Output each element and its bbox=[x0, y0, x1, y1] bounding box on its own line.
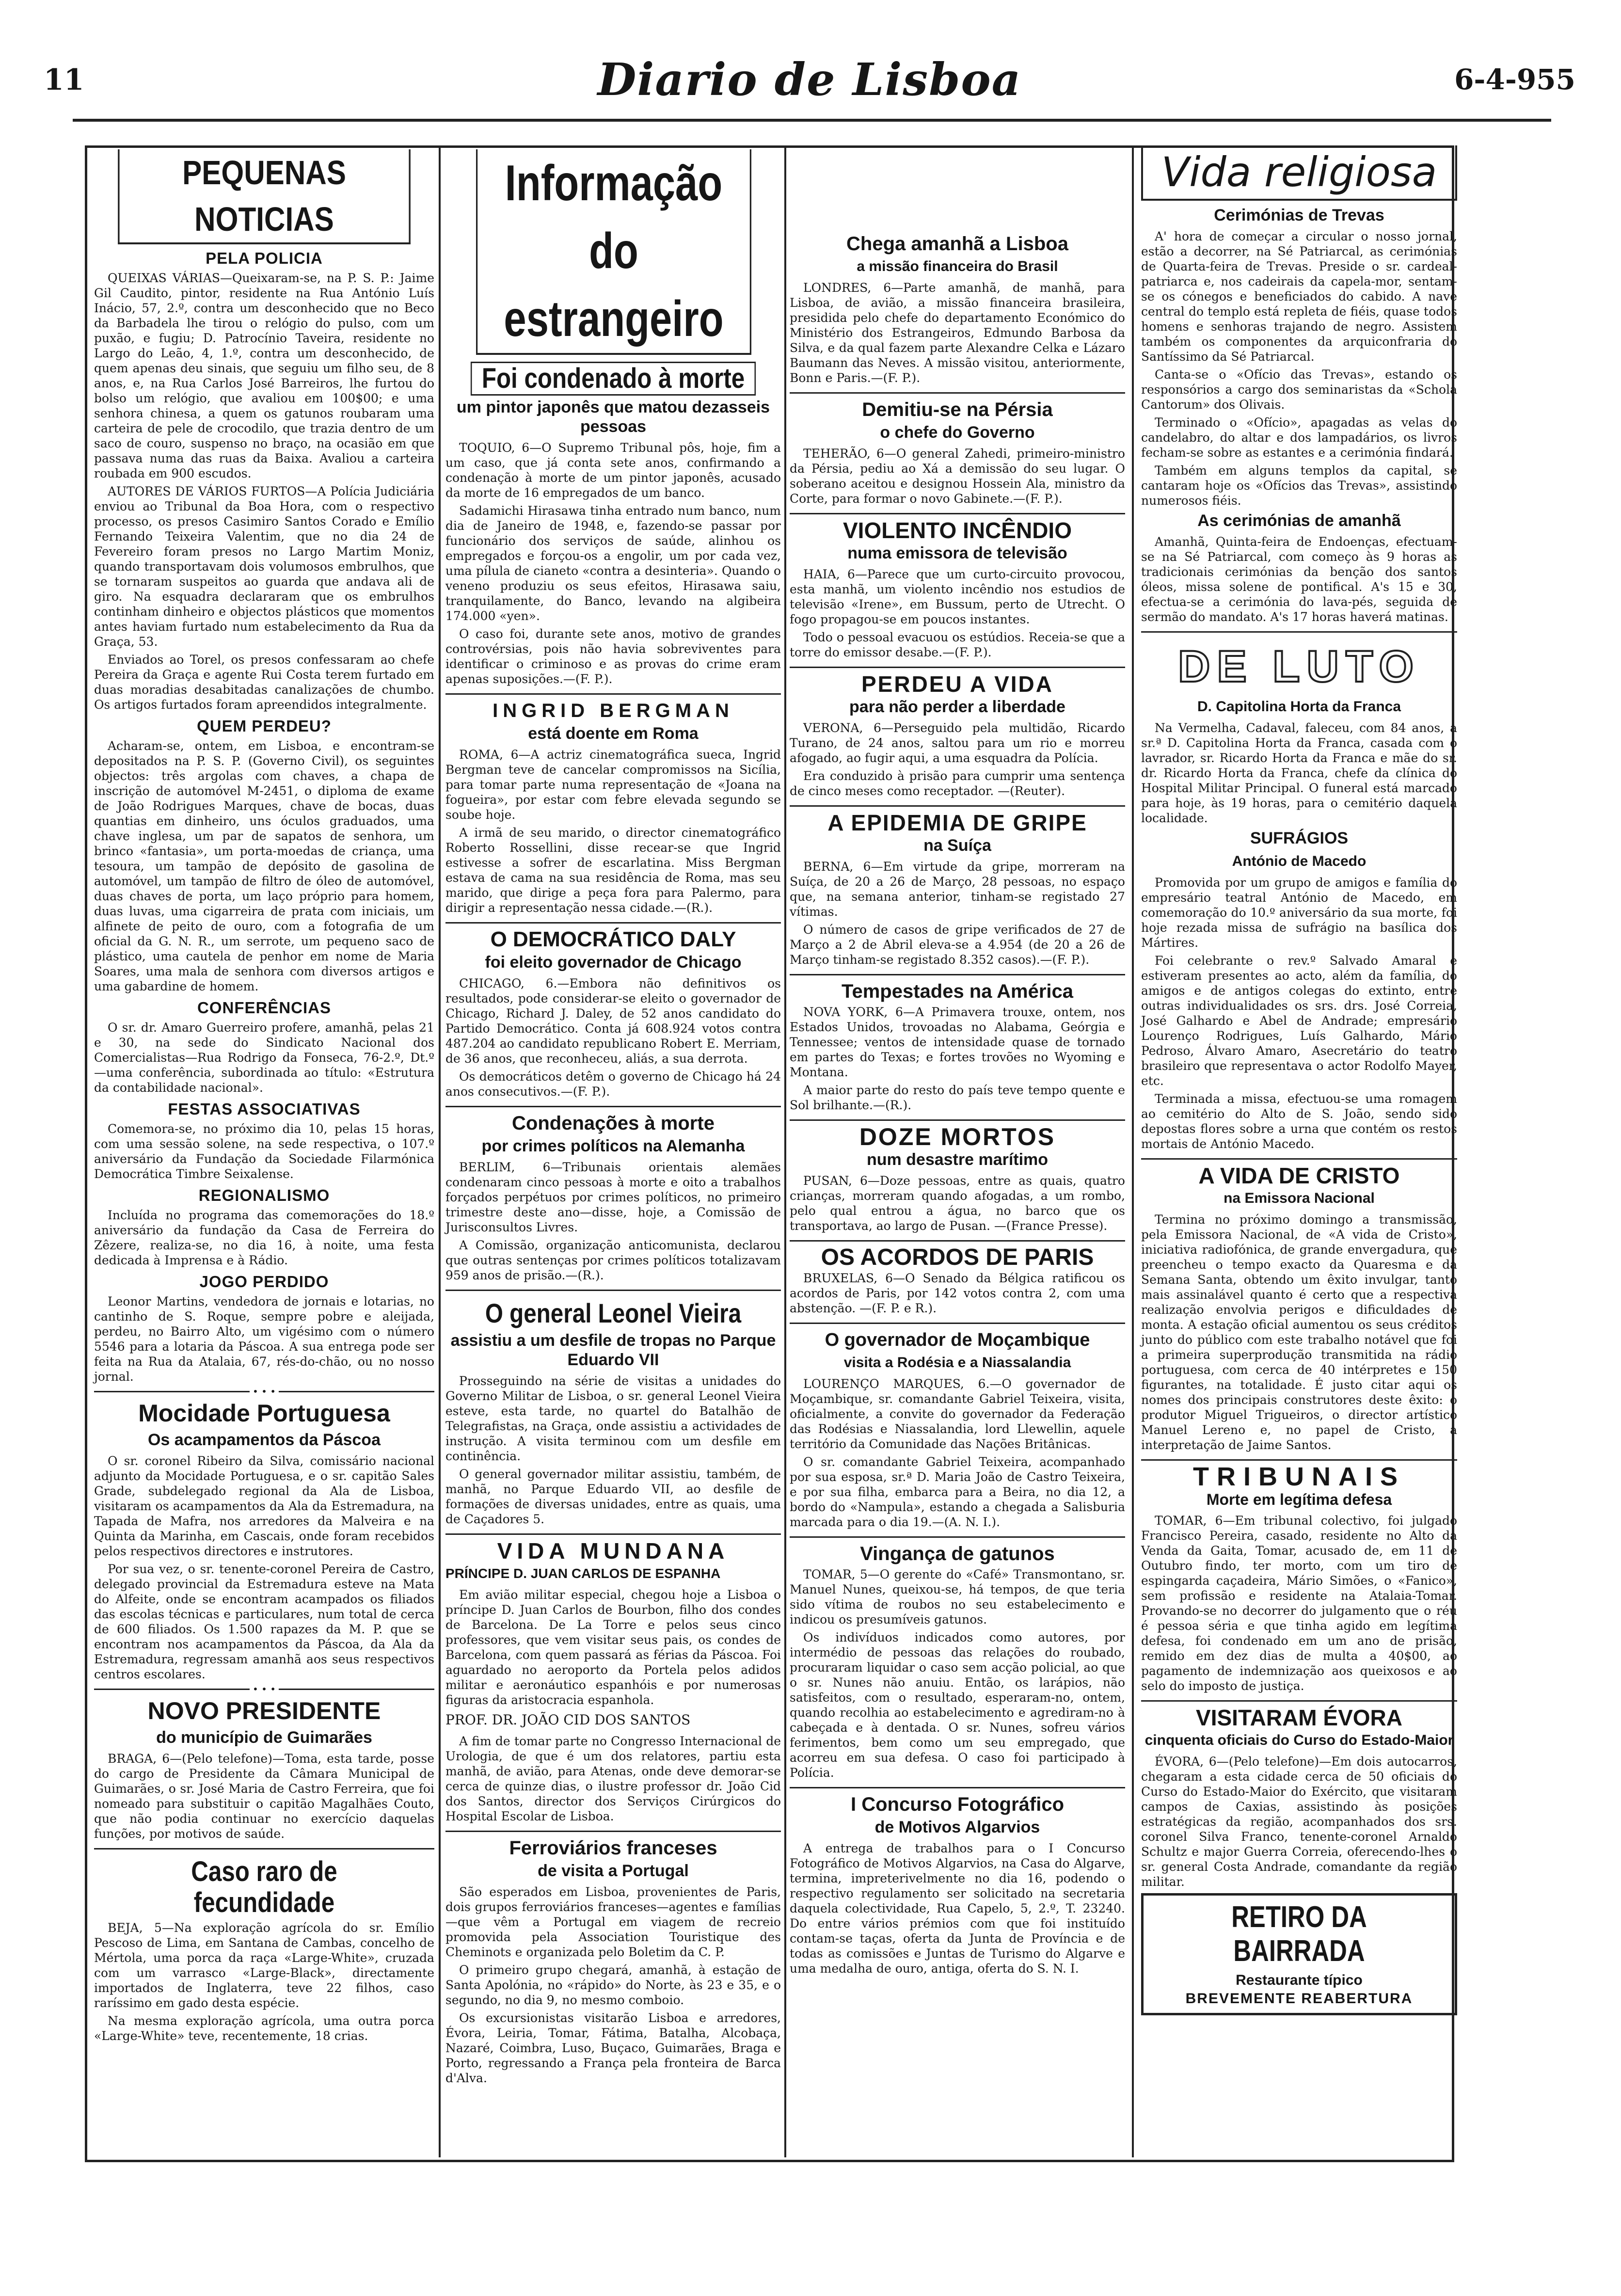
masthead bbox=[44, 53, 1575, 112]
divider bbox=[790, 1787, 1125, 1788]
article-text: A fim de tomar parte no Congresso Internacional de Urologia, de que é um dos relatores, partiu esta manhã, de avião, para Atenas, onde deve demorar-se cerca de quinze dias, o ilustre professor dr. João Cid dos Santos, director dos Serviços Cirúrgicos do Hospital Escolar de Lisboa. bbox=[445, 1734, 781, 1823]
article-head: FESTAS ASSOCIATIVAS bbox=[168, 1100, 361, 1118]
article-text: Prosseguindo na série de visitas a unidades do Governo Militar de Lisboa, o sr. general Leonel Vieira esteve, esta tarde, no quartel do Batalhão de Telegrafistas, na Graça, onde assistiu a actividades de instrução. A visita terminou com um desfile em continência. bbox=[445, 1374, 781, 1463]
article-text: ROMA, 6—A actriz cinematográfica sueca, Ingrid Bergman teve de cancelar compromissos na Sicília, para tomar parte numa representação de «Joana na fogueira», por estar com febre elevada segundo se soube hoje. bbox=[445, 748, 781, 822]
section-title: Vida religiosa bbox=[1141, 145, 1457, 201]
article-text: Termina no próximo domingo a transmissão, pela Emissora Nacional, de «A vida de Cristo», iniciativa radiofónica, de grande envergadura, que preencheu o tempo exacto da Quaresma e da Semana Santa, obtendo um êxito invulgar, tanto mais assinalável quanto é certo que a respectiva realização envolvia perigos e dificuldades de monta. A estação oficial aumentou os seus créditos junto do público com este trabalho notável que foi a primeira superprodução transmitida na rádio portuguesa, com cerca de 40 intérpretes e 150 figurantes, na totalidade. É justo citar aqui os nomes dos principais construtores deste êxito: o produtor Miguel Trigueiros, o director artístico Manuel Lereno e, no papel de Cristo, a interpretação de Jaime Santos. bbox=[1141, 1212, 1457, 1452]
article-text: Terminada a missa, efectuou-se uma romagem ao cemitério do Alto de S. João, sendo sido depostas flores sobre a urna que contém os restos mortais de António Macedo. bbox=[1141, 1092, 1457, 1151]
article-head: VIDA MUNDANA bbox=[497, 1538, 730, 1563]
article-subhead: na Emissora Nacional bbox=[1224, 1190, 1375, 1206]
article-head: A VIDA DE CRISTO bbox=[1198, 1163, 1400, 1188]
advertisement bbox=[1141, 1893, 1457, 2015]
column-pequenas-noticias bbox=[92, 145, 436, 2157]
article-head: Tempestades na América bbox=[842, 981, 1073, 1002]
article-text: TEHERÃO, 6—O general Zahedi, primeiro-ministro da Pérsia, pediu ao Xá a demissão do seu lugar. O soberano aceitou e designou Hossein Ala, ministro da Corte, para formar o novo Gabinete.—(F. P.). bbox=[790, 446, 1125, 506]
column-divider bbox=[1132, 145, 1134, 2157]
article-subhead: a missão financeira do Brasil bbox=[857, 258, 1058, 274]
section-title: PEQUENAS NOTICIAS bbox=[118, 149, 411, 244]
divider bbox=[790, 805, 1125, 807]
article-subhead: de Motivos Algarvios bbox=[874, 1818, 1040, 1836]
article-head: Mocidade Portuguesa bbox=[138, 1400, 390, 1427]
article-text: Promovida por um grupo de amigos e família do empresário teatral António de Macedo, em comemoração do 10.º aniversário da sua morte, foi hoje rezada missa de sufrágio na basílica dos Mártires. bbox=[1141, 876, 1457, 950]
article-head: Foi condenado à morte bbox=[471, 362, 756, 396]
article-head: INGRID BERGMAN bbox=[493, 700, 734, 721]
divider bbox=[790, 1119, 1125, 1121]
divider bbox=[94, 1391, 434, 1392]
article-text: Sadamichi Hirasawa tinha entrado num banco, num dia de Janeiro de 1948, e, fazendo-se passar por funcionário dos serviços de saúde, alinhou os empregados e forçou-os a engolir, um por cada vez, uma pílula de cianeto «contra a desinteria». Quando o veneno produziu os seus efeitos, Hirasawa saiu, tranquilamente, do Banco, levando na algibeira 174.000 «yen». bbox=[445, 504, 781, 623]
article-head: REGIONALISMO bbox=[198, 1186, 330, 1204]
ad-title: RETIRO DA BAIRRADA bbox=[1231, 1900, 1367, 1968]
article-text: Leonor Martins, vendedora de jornais e lotarias, no cantinho de S. Roque, sempre pobre e aleijada, perdeu, no Bairro Alto, um vigésimo com o número 5546 para a lotaria da Páscoa. A sua entrega pode ser feita na Rua da Atalaia, 67, rés-do-chão, ou no nosso jornal. bbox=[94, 1294, 434, 1384]
article-subhead: numa emissora de televisão bbox=[847, 544, 1067, 562]
article-head: O DEMOCRÁTICO DALY bbox=[490, 927, 736, 951]
article-text: O general governador militar assistiu, também, de manhã, no Parque Eduardo VII, ao desfile de formações de diversas unidades, entre as quais, uma de Caçadores 5. bbox=[445, 1467, 781, 1526]
article-head: DE LUTO bbox=[1177, 642, 1421, 691]
article-head: Vingança de gatunos bbox=[860, 1543, 1055, 1564]
article-text: O sr. coronel Ribeiro da Silva, comissário nacional adjunto da Mocidade Portuguesa, e o sr. capitão Sales Grade, subdelegado regional da Ala de Lisboa, visitaram os acampamentos da Ala da Estremadura, na Tapada de Mafra, nos arredores da Malveira e na Quinta da Marinha, em Cascais, onde foram recebidos pelos respectivos directores e instrutores. bbox=[94, 1454, 434, 1558]
divider bbox=[1141, 631, 1457, 633]
article-text: Comemora-se, no próximo dia 10, pelas 15 horas, com uma sessão solene, na sede respectiva, o 107.º aniversário da Fundação da Sociedade Filarmónica Democrática Timbre Seixalense. bbox=[94, 1122, 434, 1181]
article-subhead: está doente em Roma bbox=[528, 724, 699, 743]
article-subhead: assistiu a um desfile de tropas no Parque Eduardo VII bbox=[450, 1331, 776, 1369]
article-subhead: Os acampamentos da Páscoa bbox=[147, 1431, 381, 1449]
ad-line: Restaurante típico bbox=[1236, 1972, 1363, 1988]
article-text: A' hora de começar a circular o nosso jornal, estão a decorrer, na Sé Patriarcal, as cerimónias de Quarta-feira de Trevas. Preside o sr. cardeal-patriarca e, nos cadeirais da capela-mor, sentam-se os cónegos e beneficiados do cabido. A nave central do templo está repleta de fiéis, quase todos homens e senhoras trajando de negro. Assistem também os componentes da arquiconfraria do Santíssimo da Sé Patriarcal. bbox=[1141, 229, 1457, 364]
article-text: Foi celebrante o rev.º Salvado Amaral e estiveram presentes ao acto, além da família, do amigos e de antigos colegas do extinto, entre outras individualidades os srs. drs. José Correia, José Galhardo e Abel de Andrade; empresário Lourenço Rodrigues, Luís Galhardo, Mário Pedroso, Álvaro Amaro, Asecretário do teatro brasileiro que representava o actor Rodolfo Mayer, etc. bbox=[1141, 954, 1457, 1088]
article-head: Chega amanhã a Lisboa bbox=[846, 233, 1068, 255]
article-subhead: do município de Guimarães bbox=[156, 1728, 372, 1747]
article-text: A entrega de trabalhos para o I Concurso Fotográfico de Motivos Algarvios, na Casa do Algarve, termina, impreterivelmente no dia 16, podendo o respectivo regulamento ser solicitado na secretaria daquela colectividade, Rua Capelo, 5, 2.º, T. 23240. Do entre vários prémios com que foi instituído contam-se taças, oferta da Junta de Província e de todas as comissões e Juntas de Turismo do Algarve e uma medalha de ouro, antiga, oferta do S. N. I. bbox=[790, 1841, 1125, 1976]
article-head: A EPIDEMIA DE GRIPE bbox=[827, 810, 1087, 835]
column-estrangeiro bbox=[444, 145, 783, 2157]
divider bbox=[790, 1536, 1125, 1538]
article-text: Terminado o «Ofício», apagadas as velas do candelabro, do altar e dos lampadários, os livros fecham-se sobre as estantes e a cerimónia findará. bbox=[1141, 415, 1457, 460]
divider bbox=[445, 1533, 781, 1535]
divider bbox=[790, 1323, 1125, 1324]
article-text: Os excursionistas visitarão Lisboa e arredores, Évora, Leiria, Tomar, Fátima, Batalha, Alcobaça, Nazaré, Coimbra, Luso, Buçaco, Guimarães, Braga e Porto, regressando a França pela fronteira de Barca d'Alva. bbox=[445, 2011, 781, 2085]
divider bbox=[1141, 1459, 1457, 1461]
article-head: OS ACORDOS DE PARIS bbox=[821, 1244, 1094, 1270]
issue-date: 6-4-955 bbox=[1454, 63, 1575, 96]
article-text: Acharam-se, ontem, em Lisboa, e encontram-se depositados na P. S. P. (Governo Civil), os seguintes objectos: três argolas com chaves, a chapa de inscrição de automóvel M-2451, o diploma de exame de João Rodrigues Marques, chave de bocas, duas quantias em dinheiro, uns óculos graduados, uma chave inglesa, um par de sapatos de senhora, um brinco «fantasia», um porta-moedas de criança, uma tesoura, um tampão de depósito de gasolina de automóvel, um tampão de filtro de óleo de automóvel, duas chaves de porta, um laço próprio para homem, duas luvas, uma cigarreira de prata com iniciais, um alfinete de peito de ouro, com a fotografia de um oficial da G. N. R., um serrote, um pequeno saco de plástico, uma cautela de penhor em nome de Maria Soares, uma mala de senhora com diversos artigos e uma gabardine de homem. bbox=[94, 739, 434, 993]
article-text: A Comissão, organização anticomunista, declarou que outras sentenças por crimes políticos totalizavam 959 anos de prisão.—(R.). bbox=[445, 1238, 781, 1282]
article-head: Condenações à morte bbox=[512, 1113, 715, 1134]
article-head: O general Leonel Vieira bbox=[485, 1298, 742, 1328]
section-title: Informação do estrangeiro bbox=[476, 149, 751, 355]
article-head: Demitiu-se na Pérsia bbox=[862, 399, 1053, 420]
divider bbox=[445, 1106, 781, 1107]
article-subhead: de visita a Portugal bbox=[538, 1862, 689, 1880]
divider bbox=[94, 1848, 434, 1850]
article-text: A irmã de seu marido, o director cinematográfico Roberto Rossellini, disse recear-se que Ingrid estivesse a sofrer de escarlatina. Miss Bergman estava de cama na sua residência de Roma, mas seu marido, que dirige a peça fora para Palermo, para dirigir a representação nessa cidade.—(R.). bbox=[445, 826, 781, 915]
column-divider bbox=[784, 145, 786, 2157]
article-head: VISITARAM ÉVORA bbox=[1196, 1705, 1402, 1730]
article-head: DOZE MORTOS bbox=[859, 1123, 1056, 1150]
article-text: A maior parte do resto do país teve tempo quente e Sol brilhante.—(R.). bbox=[790, 1083, 1125, 1112]
article-subhead: PROF. DR. JOÃO CID DOS SANTOS bbox=[445, 1712, 691, 1728]
article-subhead: SUFRÁGIOS bbox=[1250, 829, 1349, 847]
article-text: O primeiro grupo chegará, amanhã, à estação de Santa Apolónia, no «rápido» do Norte, às 23 e 35, e o segundo, no dia 9, no mesmo comboio. bbox=[445, 1963, 781, 2007]
article-head: I Concurso Fotográfico bbox=[851, 1794, 1064, 1815]
article-head: TRIBUNAIS bbox=[1193, 1462, 1405, 1491]
article-text: LOURENÇO MARQUES, 6.—O governador de Moçambique, sr. comandante Gabriel Teixeira, visita, oficialmente, a convite do governador da Federação das Rodésias e Niassalandia, lord Llewellin, aquele território da Comunidade das Nações Britânicas. bbox=[790, 1377, 1125, 1451]
article-head: Cerimónias de Trevas bbox=[1214, 206, 1384, 224]
article-subhead: Morte em legítima defesa bbox=[1206, 1491, 1392, 1508]
article-text: BRUXELAS, 6—O Senado da Bélgica ratificou os acordos de Paris, por 142 votos contra 2, com uma abstenção. —(F. P. e R.). bbox=[790, 1271, 1125, 1315]
column-news bbox=[788, 145, 1127, 2157]
divider bbox=[445, 1831, 781, 1832]
divider bbox=[445, 1290, 781, 1291]
article-text: BRAGA, 6—(Pelo telefone)—Toma, esta tarde, posse do cargo de Presidente da Câmara Municipal de Guimarães, o sr. José Maria de Castro Ferreira, que foi nomeado para substituir o capitão Magalhães Couto, que não podia continuar no exercício daquelas funções, por motivos de saúde. bbox=[94, 1752, 434, 1841]
article-subhead: na Suíça bbox=[923, 836, 991, 855]
article-text: O sr. dr. Amaro Guerreiro profere, amanhã, pelas 21 e 30, na sede do Sindicato Nacional dos Comercialistas—Rua Rodrigo da Fonseca, 76-2.º, Dt.º—uma conferência, subordinada ao título: «Estrutura da contabilidade nacional». bbox=[94, 1020, 434, 1095]
article-head: As cerimónias de amanhã bbox=[1197, 511, 1401, 530]
article-text: Na Vermelha, Cadaval, faleceu, com 84 anos, a sr.ª D. Capitolina Horta da Franca, casada com o lavrador, sr. Ricardo Horta da Franca e mãe do sr. dr. Ricardo Horta da Franca, chefe da clínica do Hospital Militar Principal. O funeral está marcado para hoje, às 19 horas, para o cemitério daquela localidade. bbox=[1141, 721, 1457, 825]
article-subhead: o chefe do Governo bbox=[880, 423, 1035, 442]
article-text: São esperados em Lisboa, provenientes de Paris, dois grupos ferroviários franceses—agentes e famílias—que vêm a Portugal em viagem de recreio promovida pela Association Touristique des Cheminots e organizada pelo Boletim da C. P. bbox=[445, 1885, 781, 1959]
article-head: O governador de Moçambique bbox=[825, 1330, 1090, 1350]
article-text: ÉVORA, 6—(Pelo telefone)—Em dois autocarros, chegaram a esta cidade cerca de 50 oficiais do Curso do Estado-Maior do Exército, que visitaram campos de Caxias, assistindo às posições estratégicas da região, acompanhados dos srs. coronel Silva Franco, tenente-coronel Arnaldo Schultz e major Guerra Correia, oferecendo-lhes o sr. general Costa Andrade, comandante da região militar. bbox=[1141, 1754, 1457, 1889]
article-subhead: PRÍNCIPE D. JUAN CARLOS DE ESPANHA bbox=[445, 1566, 721, 1581]
divider bbox=[790, 513, 1125, 514]
column-vida-religiosa bbox=[1139, 145, 1459, 2157]
article-head: JOGO PERDIDO bbox=[199, 1273, 329, 1291]
column-divider bbox=[439, 145, 441, 2157]
article-text: Todo o pessoal evacuou os estúdios. Receia-se que a torre do emissor desabe.—(F. P.). bbox=[790, 630, 1125, 659]
article-subhead: visita a Rodésia e a Niassalandia bbox=[843, 1355, 1071, 1371]
article-text: Amanhã, Quinta-feira de Endoenças, efectuam-se na Sé Patriarcal, com começo às 9 horas as tradicionais cerimónias da benção dos santos óleos, missa solene de pontifical. A's 15 e 30, efectua-se a cerimónia do lava-pés, seguida de sermão do mandato. A's 17 horas haverá matinas. bbox=[1141, 535, 1457, 624]
article-subhead: D. Capitolina Horta da Franca bbox=[1197, 699, 1401, 715]
article-head: Caso raro de fecundidade bbox=[191, 1856, 337, 1918]
ad-line: BREVEMENTE REABERTURA bbox=[1185, 1991, 1413, 2007]
article-text: TOQUIO, 6—O Supremo Tribunal pôs, hoje, fim a um caso, que já conta sete anos, confirmando a condenação à morte de um pintor japonês, acusado da morte de 16 empregados de um banco. bbox=[445, 441, 781, 500]
article-text: Canta-se o «Ofício das Trevas», estando os responsórios a cargo dos seminaristas da «Schola Cantorum» dos Olivais. bbox=[1141, 367, 1457, 412]
article-subhead: num desastre marítimo bbox=[866, 1150, 1049, 1169]
article-head: PELA POLICIA bbox=[206, 249, 323, 267]
article-head: QUEM PERDEU? bbox=[197, 717, 332, 735]
article-text: NOVA YORK, 6—A Primavera trouxe, ontem, nos Estados Unidos, trovoadas no Alabama, Geórgia e Tennessee; ventos de intensidade quase de tornado em partes do Texas; e fortes trovões no Wyoming e Montana. bbox=[790, 1005, 1125, 1079]
divider bbox=[1141, 1158, 1457, 1160]
divider bbox=[790, 974, 1125, 975]
article-text: Também em alguns templos da capital, se cantaram hoje os «Ofícios das Trevas», assistindo numerosos fiéis. bbox=[1141, 463, 1457, 508]
article-subhead: um pintor japonês que matou dezasseis pessoas bbox=[456, 398, 770, 436]
divider bbox=[445, 693, 781, 695]
article-subhead: para não perder a liberdade bbox=[849, 698, 1065, 716]
article-text: VERONA, 6—Perseguido pela multidão, Ricardo Turano, de 24 anos, saltou para um rio e morreu afogado, ao fugir aqui, a uma esquadra da Polícia. bbox=[790, 721, 1125, 765]
divider bbox=[94, 1689, 434, 1690]
article-text: BERLIM, 6—Tribunais orientais alemães condenaram cinco pessoas à morte e oito a trabalhos forçados perpétuos por crimes políticos, no primeiro trimestre deste ano—disse, hoje, a Comissão de Jurisconsultos Livres. bbox=[445, 1160, 781, 1234]
article-text: AUTORES DE VÁRIOS FURTOS—A Polícia Judiciária enviou ao Tribunal da Boa Hora, com o respectivo processo, os presos Casimiro Santos Corado e Emílio Fernando Teixeira Valentim, que no dia 24 de Fevereiro foram presos no Largo Martim Moniz, quando transportavam dois volumosos embrulhos, que se tornaram suspeitos ao guarda que andava ali de giro. Na esquadra declararam que os embrulhos continham dinheiro e objectos plásticos que momentos antes haviam furtado num estabelecimento da Rua da Graça, 53. bbox=[94, 484, 434, 649]
article-text: QUEIXAS VÁRIAS—Queixaram-se, na P. S. P.: Jaime Gil Caudito, pintor, residente na Rua António Luís Inácio, 57, 2.º, contra um desconhecido que no Beco da Barbadela lhe tirou o relógio do pulso, com um puxão, e fugiu; D. Patrocínio Taveira, residente no Largo do Leão, 4, 1.º, contra um desconhecido, de quem apenas deu sinais, que seguiu um filho seu, de 8 anos, e, na Rua Carlos José Barreiros, lhe furtou do bolso um relógio, que avaliou em 100$00; e uma senhora chinesa, a quem os gatunos roubaram uma carteira de pele de crocodilo, que trazia dentro de um saco de couro, suspenso no braço, na ocasião em que passava numa das ruas da Baixa. Avaliou a carteira roubada em 900 escudos. bbox=[94, 271, 434, 480]
article-text: HAIA, 6—Parece que um curto-circuito provocou, esta manhã, um violento incêndio nos estudios de televisão «Irene», em Bussum, perto de Utrecht. O fogo propagou-se em poucos instantes. bbox=[790, 567, 1125, 626]
divider bbox=[1141, 1700, 1457, 1702]
masthead-rule bbox=[73, 119, 1551, 122]
article-text: Em avião militar especial, chegou hoje a Lisboa o príncipe D. Juan Carlos de Bourbon, filho dos condes de Barcelona. De La Torre e pelos seus cinco professores, que vem visitar seus pais, os condes de Barcelona, com quem passará as férias da Páscoa. Foi aguardado no aeroporto da Portela pelos adidos militar e aeronáutico espanhóis e por numerosas figuras da aristocracia espanhola. bbox=[445, 1588, 781, 1707]
article-subhead: cinquenta oficiais do Curso do Estado-Maior bbox=[1144, 1732, 1454, 1748]
article-text: TOMAR, 6—Em tribunal colectivo, foi julgado Francisco Pereira, casado, residente no Alto da Venda da Gaita, Tomar, acusado de, em 11 de Outubro findo, ter morto, com um tiro de espingarda caçadeira, Mário Simões, o «Fanico», sem profissão e residente na Atalaia-Tomar. Provando-se no decorrer do julgamento que o réu é pessoa séria e que tinha agido em legítima defesa, foi condenado em um ano de prisão, remido em dez dias de multa a 40$00, ao pagamento de indemnização aos queixosos e ao selo do imposto de justiça. bbox=[1141, 1514, 1457, 1693]
divider bbox=[790, 1240, 1125, 1242]
article-subhead: António de Macedo bbox=[1232, 853, 1367, 869]
article-head: PERDEU A VIDA bbox=[861, 671, 1053, 697]
article-text: O sr. comandante Gabriel Teixeira, acompanhado por sua esposa, sr.ª D. Maria João de Castro Teixeira, e por sua filha, embarca para a Beira, no dia 12, a bordo do «Nampula», estando a chegada a Salisburia marcada para o dia 19.—(A. N. I.). bbox=[790, 1455, 1125, 1529]
article-text: BEJA, 5—Na exploração agrícola do sr. Emílio Pescoso de Lima, em Santana de Cambas, concelho de Mértola, uma porca da raça «Large-White», cruzada com um varrasco «Large-Black», directamente importados de Inglaterra, teve 22 filhos, caso raríssimo em gado desta espécie. bbox=[94, 1921, 434, 2010]
newspaper-title: Diario de Lisboa bbox=[597, 53, 1022, 106]
article-head: VIOLENTO INCÊNDIO bbox=[843, 518, 1072, 543]
article-subhead: por crimes políticos na Alemanha bbox=[481, 1137, 745, 1155]
article-text: Por sua vez, o sr. tenente-coronel Pereira de Castro, delegado provincial da Estremadura esteve na Mata do Alfeite, onde se encontram acampados os filiados das escolas técnicas e particulares, num total de cerca de 600 filiados. Os 1.500 rapazes da M. P. que se encontram nos acampamentos da Páscoa, da Ala da Estremadura, regressam amanhã aos seus respectivos centros escolares. bbox=[94, 1562, 434, 1681]
article-text: Incluída no programa das comemorações do 18.º aniversário da fundação da Casa de Ferreira do Zêzere, realiza-se, no dia 16, à noite, uma festa dedicada à Imprensa e à Rádio. bbox=[94, 1208, 434, 1267]
article-text: O caso foi, durante sete anos, motivo de grandes controvérsias, pois não havia sobreviventes para identificar o criminoso e as provas do crime eram apenas suposições.—(F. P.). bbox=[445, 627, 781, 686]
article-text: CHICAGO, 6.—Embora não definitivos os resultados, pode considerar-se eleito o governador de Chicago, Richard J. Daley, de 52 anos candidato do Partido Democrático. Conta já 608.924 votos contra 487.204 ao candidato republicano Robert E. Merriam, de 36 anos, que reconheceu, aliás, a sua derrota. bbox=[445, 976, 781, 1066]
article-text: Enviados ao Torel, os presos confessaram ao chefe Pereira da Graça e agente Rui Costa terem furtado em duas moradias desabitadas canalizações de chumbo. Os artigos furtados foram apreendidos integralmente. bbox=[94, 653, 434, 712]
article-text: O número de casos de gripe verificados de 27 de Março a 2 de Abril eleva-se a 4.954 (de 20 a 26 de Março tinham-se registado 8.352 casos).—(F. P.). bbox=[790, 923, 1125, 967]
page-number: 11 bbox=[44, 63, 84, 97]
article-text: TOMAR, 5—O gerente do «Café» Transmontano, sr. Manuel Nunes, queixou-se, há tempos, de que teria sido vítima de roubos no seu estabelecimento e indicou os presumíveis gatunos. bbox=[790, 1567, 1125, 1626]
article-text: Era conduzido à prisão para cumprir uma sentença de cinco meses como receptador. —(Reuter). bbox=[790, 769, 1125, 798]
article-text: LONDRES, 6—Parte amanhã, de manhã, para Lisboa, de avião, a missão financeira brasileira, presidida pelo chefe do departamento Económico do Ministério dos Estrangeiros, Edmundo Barbosa da Silva, e da qual fazem parte Alexandre Celka e Lázaro Baumann das Neves. A missão visitou, anteriormente, Bonn e Paris.—(F. P.). bbox=[790, 281, 1125, 385]
article-text: BERNA, 6—Em virtude da gripe, morreram na Suíça, de 20 a 26 de Março, 28 pessoas, no espaço que, na semana anterior, tinham-se registado 27 vítimas. bbox=[790, 860, 1125, 919]
divider bbox=[445, 922, 781, 924]
article-head: NOVO PRESIDENTE bbox=[147, 1697, 381, 1724]
article-head: Ferroviários franceses bbox=[509, 1837, 717, 1859]
article-subhead: foi eleito governador de Chicago bbox=[485, 953, 742, 972]
article-text: Na mesma exploração agrícola, uma outra porca «Large-White» teve, recentemente, 18 crias. bbox=[94, 2014, 434, 2043]
divider bbox=[790, 667, 1125, 668]
article-text: Os democráticos detêm o governo de Chicago há 24 anos consecutivos.—(F. P.). bbox=[445, 1069, 781, 1099]
divider bbox=[790, 392, 1125, 394]
article-text: PUSAN, 6—Doze pessoas, entre as quais, quatro crianças, morreram quando afogadas, a um rombo, pelo qual entrou a água, no barco que os transportava, ao largo de Pusan. —(France Presse). bbox=[790, 1174, 1125, 1233]
article-text: Os indivíduos indicados como autores, por intermédio de pessoas das relações do roubado, procuraram liquidar o caso sem acção policial, ao que o sr. Nunes não anuiu. Então, os larápios, não satisfeitos, com o resultado, esperaram-no, ontem, quando recolhia ao estabelecimento e agrediram-no à cabeçada e à dentada. O sr. Nunes, sofreu vários ferimentos, bem como um seu empregado, que acorreu em sua defesa. O caso foi participado à Polícia. bbox=[790, 1630, 1125, 1780]
article-head: CONFERÊNCIAS bbox=[197, 999, 332, 1017]
